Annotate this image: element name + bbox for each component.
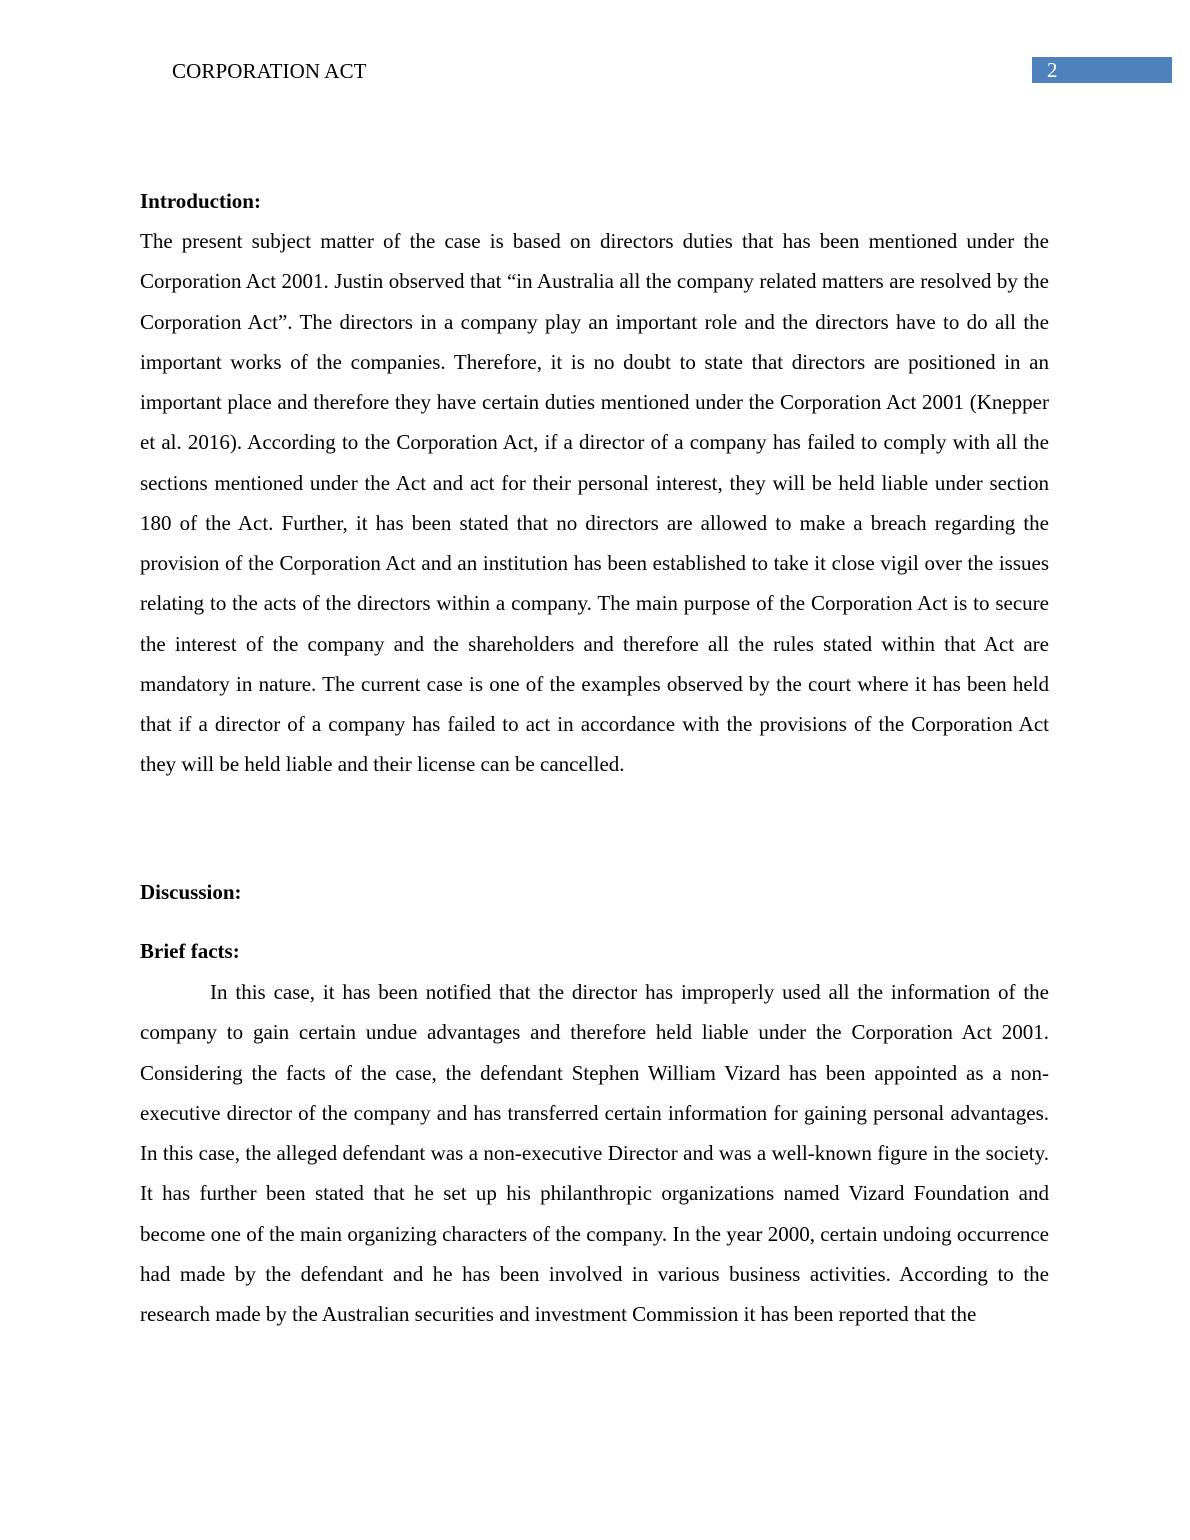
introduction-paragraph: The present subject matter of the case is based on directors duties that has been mentioned under the Corporation Act 2001. Justin observed that “in Australia all the company related matters are resolved by the Corporation Act”. The directors in a company play an important role and the directors have to do all the important works of the companies. Therefore, it is no doubt to state that directors are positioned in an important place and therefore they have certain duties mentioned under the Corporation Act 2001 (Knepper et al. 2016). According to the Corporation Act, if a director of a company has failed to comply with all the sections mentioned under the Act and act for their personal interest, they will be held liable under section 180 of the Act. Further, it has been stated that no directors are allowed to make a breach regarding the provision of the Corporation Act and an institution has been established to take it close vigil over the issues relating to the acts of the directors within a company. The main purpose of the Corporation Act is to secure the interest of the company and the shareholders and therefore all the rules stated within that Act are mandatory in nature. The current case is one of the examples observed by the court where it has been held that if a director of a company has failed to act in accordance with the provisions of the Corporation Act they will be held liable and their license can be cancelled. <box>140 229 1049 777</box>
brief-facts-heading: Brief facts: <box>140 939 240 963</box>
brief-facts-paragraph: In this case, it has been notified that the director has improperly used all the information of the company to gain certain undue advantages and therefore held liable under the Corporation Act 2001. Considering the facts of the case, the defendant Stephen William Vizard has been appointed as a non-executive director of the company and has transferred certain information for gaining personal advantages. In this case, the alleged defendant was a non-executive Director and was a well-known figure in the society. It has further been stated that he set up his philanthropic organizations named Vizard Foundation and become one of the main organizing characters of the company. In the year 2000, certain undoing occurrence had made by the defendant and he has been involved in various business activities. According to the research made by the Australian securities and investment Commission it has been reported that the <box>140 980 1049 1326</box>
discussion-heading: Discussion: <box>140 880 242 904</box>
introduction-heading: Introduction: <box>140 189 261 213</box>
page-number-badge <box>1032 57 1172 83</box>
page-number: 2 <box>1047 58 1058 82</box>
running-header-title: CORPORATION ACT <box>172 59 367 83</box>
